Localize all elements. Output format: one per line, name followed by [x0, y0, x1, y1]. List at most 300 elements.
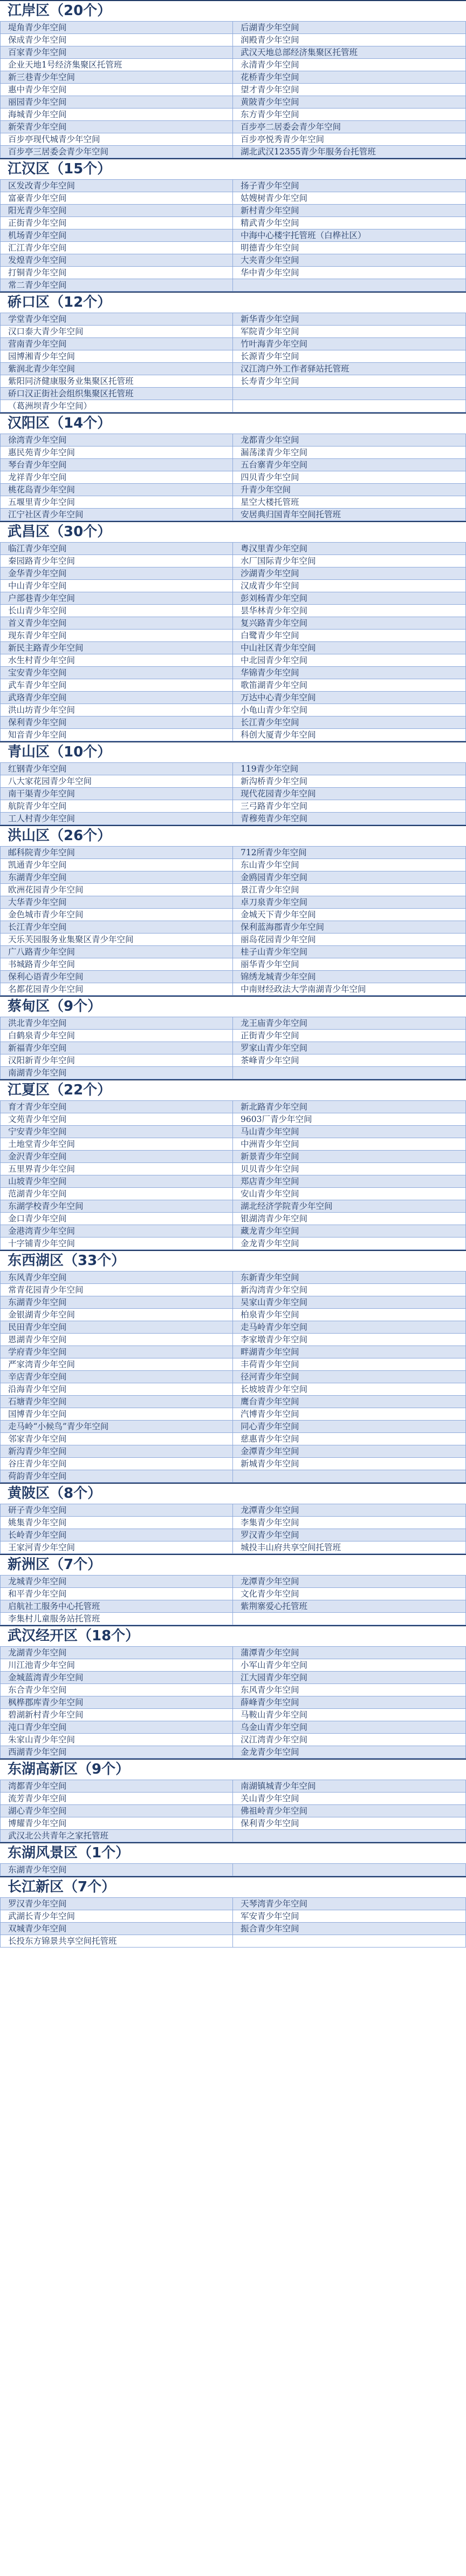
space-name-left: 沿海青少年空间 — [1, 1383, 233, 1395]
space-name-right: 罗家山青少年空间 — [241, 1043, 308, 1053]
table-row — [1, 896, 465, 909]
space-name-left: 土地堂青少年空间 — [1, 1138, 233, 1150]
table-row — [1, 1746, 465, 1759]
space-name-right: 新城青少年空间 — [241, 1459, 299, 1469]
space-name-left: 川江池青少年空间 — [1, 1659, 233, 1671]
space-name-right: 藏龙青少年空间 — [241, 1226, 299, 1236]
space-name-left: 硚口汉正街社会组织集聚区托管班 — [1, 388, 233, 400]
table-row — [1, 971, 465, 983]
table-row — [1, 1684, 465, 1696]
table-row — [1, 1529, 465, 1541]
table-row — [1, 375, 465, 388]
table-row — [1, 1358, 465, 1371]
table-row — [1, 1151, 465, 1163]
district-heading — [0, 1250, 466, 1272]
table-row — [1, 592, 465, 605]
space-name-right: 丰荷青少年空间 — [241, 1360, 299, 1369]
district-heading — [0, 521, 466, 543]
table-row — [1, 1126, 465, 1138]
table-row — [1, 229, 465, 242]
space-name-right: 长江青少年空间 — [241, 718, 299, 727]
space-name-left: 常二青少年空间 — [1, 279, 233, 291]
table-row — [1, 1588, 465, 1600]
table-row — [1, 642, 465, 654]
space-name-left: 新沟青少年空间 — [1, 1445, 233, 1457]
table-row — [1, 254, 465, 267]
space-name-left: 长江青少年空间 — [1, 921, 233, 933]
table-row — [1, 1659, 465, 1672]
table-row — [1, 71, 465, 84]
space-name-left: 金银湖青少年空间 — [1, 1309, 233, 1321]
space-name-right: 金龙青少年空间 — [241, 1239, 299, 1248]
space-name-right: 沙湖青少年空间 — [241, 569, 299, 578]
space-name-right: 丽岛花园青少年空间 — [241, 935, 316, 944]
space-name-left: 东湖青少年空间 — [1, 1296, 233, 1308]
district-section — [0, 1625, 466, 1759]
space-name-right: 佛祖岭青少年空间 — [241, 1806, 308, 1816]
table-row — [1, 133, 465, 146]
space-name-left: 武汉北公共青年之家托管班 — [1, 1830, 233, 1842]
space-name-left: 范湖青少年空间 — [1, 1188, 233, 1200]
table-row — [1, 363, 465, 375]
table-row — [1, 109, 465, 121]
space-table — [0, 1647, 466, 1759]
space-name-right: 银湖湾青少年空间 — [241, 1214, 308, 1223]
district-heading — [0, 413, 466, 434]
space-name-right: 慈惠青少年空间 — [241, 1434, 299, 1444]
space-name-left: 东合青少年空间 — [1, 1684, 233, 1696]
space-name-right: 新华青少年空间 — [241, 314, 299, 324]
space-name-right: 薛峰青少年空间 — [241, 1698, 299, 1707]
space-table — [0, 1272, 466, 1483]
space-name-left: 武湖长青少年空间 — [1, 1910, 233, 1922]
table-row — [1, 1272, 465, 1284]
district-title: 硚口区（12个） — [8, 294, 112, 310]
space-name-right — [233, 1470, 465, 1482]
space-name-right: 五台寨青少年空间 — [241, 460, 308, 470]
space-name-left: 知音青少年空间 — [1, 729, 233, 741]
space-name-right: 花桥青少年空间 — [241, 72, 299, 82]
space-name-right: 新沟湾青少年空间 — [241, 1285, 308, 1295]
table-row — [1, 1433, 465, 1445]
space-name-right: 东新青少年空间 — [241, 1273, 299, 1282]
table-row — [1, 192, 465, 205]
space-name-left: 丽园青少年空间 — [1, 96, 233, 108]
space-name-right: 三弓路青少年空间 — [241, 801, 308, 811]
space-name-right: 径河青少年空间 — [241, 1372, 299, 1382]
space-name-left: 江宁社区青少年空间 — [1, 509, 233, 520]
space-name-right: 关山青少年空间 — [241, 1794, 299, 1803]
table-row — [1, 471, 465, 484]
space-name-right: 明德青少年空间 — [241, 243, 299, 253]
space-name-left: 航院青少年空间 — [1, 800, 233, 812]
space-name-left: 王家河青少年空间 — [1, 1541, 233, 1553]
table-row — [1, 1188, 465, 1200]
table-row — [1, 1672, 465, 1684]
space-name-left: 枫桦郡库青少年空间 — [1, 1696, 233, 1708]
space-name-left: 堤角青少年空间 — [1, 22, 233, 33]
table-row — [1, 1470, 465, 1483]
space-name-right: 中南财经政法大学南湖青少年空间 — [241, 984, 366, 994]
space-name-left: 李集村儿童服务站托管班 — [1, 1613, 233, 1625]
space-name-right: 湖北经济学院青少年空间 — [241, 1201, 333, 1211]
space-name-right: 柏泉青少年空间 — [241, 1310, 299, 1320]
district-heading — [0, 1079, 466, 1101]
space-name-left: 金城蓝湾青少年空间 — [1, 1672, 233, 1683]
district-heading — [0, 1554, 466, 1576]
district-section — [0, 1554, 466, 1625]
space-name-left: 朱家山青少年空间 — [1, 1734, 233, 1746]
space-name-right: 四贝青少年空间 — [241, 472, 299, 482]
space-name-left: 百家青少年空间 — [1, 46, 233, 58]
space-name-right: 精武青少年空间 — [241, 218, 299, 228]
table-row — [1, 617, 465, 630]
table-row — [1, 1200, 465, 1213]
space-name-right: 安居典归国青年空间托管班 — [241, 510, 341, 519]
district-title: 长江新区（7个） — [8, 1879, 116, 1895]
district-section — [0, 825, 466, 996]
space-name-right: 水厂国际青少年空间 — [241, 556, 316, 566]
table-row — [1, 279, 465, 292]
district-section — [0, 521, 466, 741]
space-name-right: 乌金山青少年空间 — [241, 1722, 308, 1732]
space-name-right: 中山社区青少年空间 — [241, 643, 316, 653]
space-name-left: 走马岭“小候鸟”青少年空间 — [1, 1421, 233, 1432]
space-name-left: 西湖青少年空间 — [1, 1746, 233, 1758]
space-name-right: 小龟山青少年空间 — [241, 705, 308, 715]
space-name-left: 龙湖青少年空间 — [1, 1647, 233, 1659]
space-name-left: 五堰里青少年空间 — [1, 496, 233, 508]
table-row — [1, 1780, 465, 1793]
space-name-left: 宝安青少年空间 — [1, 667, 233, 679]
space-name-right: 汉江湾青少年空间 — [241, 1735, 308, 1745]
space-name-right — [233, 1067, 465, 1079]
space-name-right — [233, 279, 465, 291]
space-name-left: 南干渠青少年空间 — [1, 788, 233, 800]
table-row — [1, 1396, 465, 1408]
table-row — [1, 1504, 465, 1517]
space-name-left: 严家湾青少年空间 — [1, 1358, 233, 1370]
space-name-right: 军安青少年空间 — [241, 1911, 299, 1921]
space-name-right — [233, 388, 465, 400]
space-name-right: 金鸥园青少年空间 — [241, 873, 308, 882]
district-heading — [0, 1876, 466, 1898]
space-name-right: 龙潭青少年空间 — [241, 1577, 299, 1586]
space-name-right: 安山青少年空间 — [241, 1189, 299, 1199]
space-name-left: 湾都青少年空间 — [1, 1780, 233, 1792]
district-title: 江夏区（22个） — [8, 1082, 112, 1098]
space-name-right: 紫荆寨爱心托管班 — [241, 1601, 308, 1611]
table-row — [1, 326, 465, 338]
table-row — [1, 580, 465, 592]
space-name-left: 园博湘青少年空间 — [1, 350, 233, 362]
space-name-left: 发煌青少年空间 — [1, 254, 233, 266]
table-row — [1, 1321, 465, 1334]
space-name-left: 东风青少年空间 — [1, 1272, 233, 1283]
table-row — [1, 484, 465, 496]
space-name-left: 荷韵青少年空间 — [1, 1470, 233, 1482]
table-row — [1, 800, 465, 813]
table-row — [1, 146, 465, 158]
space-name-left: 山坡青少年空间 — [1, 1175, 233, 1187]
table-row — [1, 1613, 465, 1625]
space-name-left: 惠民苑青少年空间 — [1, 447, 233, 458]
district-title: 东西湖区（33个） — [8, 1253, 126, 1269]
space-name-right — [233, 1830, 465, 1842]
space-name-left: 徐湾青少年空间 — [1, 434, 233, 446]
space-name-right: 李家墩青少年空间 — [241, 1335, 308, 1344]
space-name-right: 东风青少年空间 — [241, 1685, 299, 1695]
district-section — [0, 413, 466, 521]
space-name-right: 汉成青少年空间 — [241, 581, 299, 591]
table-row — [1, 555, 465, 567]
space-name-right: 姑嫂树青少年空间 — [241, 193, 308, 203]
space-name-left: 民田青少年空间 — [1, 1321, 233, 1333]
space-name-left: 凯通青少年空间 — [1, 859, 233, 871]
district-heading — [0, 1759, 466, 1780]
space-name-left: 紫润北青少年空间 — [1, 363, 233, 375]
space-name-right — [233, 1864, 465, 1876]
space-name-right: 文化青少年空间 — [241, 1589, 299, 1599]
space-name-left: 水生村青少年空间 — [1, 654, 233, 666]
space-name-right: 漏荡漾青少年空间 — [241, 448, 308, 457]
table-row — [1, 1923, 465, 1935]
space-name-left: 南湖青少年空间 — [1, 1067, 233, 1079]
space-name-right: 百步亭二居委会青少年空间 — [241, 122, 341, 132]
space-name-left: 新荣青少年空间 — [1, 121, 233, 133]
table-row — [1, 847, 465, 859]
space-name-right: 金城天下青少年空间 — [241, 910, 316, 919]
space-name-left: 欧洲花园青少年空间 — [1, 884, 233, 896]
table-row — [1, 1225, 465, 1238]
space-name-left: 琴台青少年空间 — [1, 459, 233, 471]
table-row — [1, 1017, 465, 1030]
space-name-right: 茶峰青少年空间 — [241, 1056, 299, 1065]
space-name-left: 阳光青少年空间 — [1, 205, 233, 217]
table-row — [1, 180, 465, 192]
space-name-left: 广八路青少年空间 — [1, 946, 233, 958]
space-name-right: 鹰台青少年空间 — [241, 1397, 299, 1407]
table-row — [1, 267, 465, 279]
table-row — [1, 946, 465, 958]
space-name-left: 新福青少年空间 — [1, 1042, 233, 1054]
space-name-left: 名都花园青少年空间 — [1, 983, 233, 995]
space-name-left: 首义青少年空间 — [1, 617, 233, 629]
district-section — [0, 158, 466, 292]
district-heading — [0, 1483, 466, 1504]
space-table — [0, 1898, 466, 1948]
space-name-left: 富豪青少年空间 — [1, 192, 233, 204]
space-name-right — [233, 1613, 465, 1625]
table-row — [1, 921, 465, 934]
space-name-left: 流芳青少年空间 — [1, 1793, 233, 1804]
space-name-right: 彭刘杨青少年空间 — [241, 593, 308, 603]
table-row — [1, 934, 465, 946]
space-name-right — [233, 400, 465, 412]
table-row — [1, 1309, 465, 1321]
space-name-left: 营南青少年空间 — [1, 338, 233, 350]
district-section — [0, 1250, 466, 1483]
space-name-right: 卓刀泉青少年空间 — [241, 897, 308, 907]
table-row — [1, 543, 465, 555]
space-name-left: 海城青少年空间 — [1, 109, 233, 120]
table-row — [1, 1296, 465, 1309]
district-title: 黄陂区（8个） — [8, 1485, 102, 1502]
table-row — [1, 1421, 465, 1433]
space-name-left: 学堂青少年空间 — [1, 313, 233, 325]
space-name-right: 湖北武汉12355青少年服务台托管班 — [241, 147, 376, 157]
space-name-left: 邮科院青少年空间 — [1, 847, 233, 858]
space-name-left: 洪山坊青少年空间 — [1, 704, 233, 716]
space-name-right: 长坡坡青少年空间 — [241, 1384, 308, 1394]
table-row — [1, 567, 465, 580]
table-row — [1, 859, 465, 871]
space-name-left: 洪北青少年空间 — [1, 1017, 233, 1029]
space-name-right: 永清青少年空间 — [241, 60, 299, 70]
table-row — [1, 729, 465, 741]
space-name-right: 新景青少年空间 — [241, 1152, 299, 1161]
district-title: 东湖风景区（1个） — [8, 1845, 130, 1861]
table-row — [1, 630, 465, 642]
table-row — [1, 217, 465, 229]
space-name-left: 桃花岛青少年空间 — [1, 484, 233, 496]
table-row — [1, 84, 465, 96]
table-row — [1, 459, 465, 471]
space-name-left: 碧湖新村青少年空间 — [1, 1709, 233, 1721]
space-name-left: 八大家花园青少年空间 — [1, 775, 233, 787]
space-name-right: 粤汉里青少年空间 — [241, 544, 308, 553]
space-name-right: 走马岭青少年空间 — [241, 1322, 308, 1332]
space-name-left: 保利心语青少年空间 — [1, 971, 233, 983]
space-name-left: 研子青少年空间 — [1, 1504, 233, 1516]
space-table — [0, 1576, 466, 1625]
space-name-right: 东方青少年空间 — [241, 110, 299, 119]
space-name-left: 学府青少年空间 — [1, 1346, 233, 1358]
space-name-left: 十字铺青少年空间 — [1, 1238, 233, 1249]
space-name-left: 育才青少年空间 — [1, 1101, 233, 1113]
space-name-right: 新沟桥青少年空间 — [241, 776, 308, 786]
space-name-right: 龙都青少年空间 — [241, 435, 299, 445]
table-row — [1, 350, 465, 363]
space-name-right: 金潭青少年空间 — [241, 1446, 299, 1456]
space-name-right: 锦绣龙城青少年空间 — [241, 972, 316, 982]
space-name-left: 汉口泰大青少年空间 — [1, 326, 233, 337]
space-table — [0, 22, 466, 158]
space-name-left: 长岭青少年空间 — [1, 1529, 233, 1541]
space-name-left: 龙城青少年空间 — [1, 1576, 233, 1587]
space-name-left: 长山青少年空间 — [1, 605, 233, 617]
space-name-left: 宁安青少年空间 — [1, 1126, 233, 1138]
space-name-right: 小军山青少年空间 — [241, 1660, 308, 1670]
space-name-right: 正街青少年空间 — [241, 1031, 299, 1040]
space-name-left: 新三巷青少年空间 — [1, 71, 233, 83]
space-name-right: 吴家山青少年空间 — [241, 1297, 308, 1307]
space-name-right: 润殿青少年空间 — [241, 35, 299, 45]
space-name-left: 百步亭现代城青少年空间 — [1, 133, 233, 145]
space-name-right: 竹叶海青少年空间 — [241, 339, 308, 349]
table-row — [1, 1054, 465, 1067]
space-name-left: 紫阳同济健康服务业集聚区托管班 — [1, 375, 233, 387]
table-row — [1, 1213, 465, 1225]
table-row — [1, 1935, 465, 1948]
space-name-left: 姚集青少年空间 — [1, 1517, 233, 1529]
district-title: 新洲区（7个） — [8, 1557, 102, 1573]
space-table — [0, 1101, 466, 1250]
table-row — [1, 1042, 465, 1054]
table-row — [1, 1408, 465, 1421]
table-row — [1, 958, 465, 971]
table-row — [1, 1793, 465, 1805]
space-name-right: 东山青少年空间 — [241, 860, 299, 870]
space-name-left: 启航社工服务中心托管班 — [1, 1600, 233, 1612]
table-row — [1, 1898, 465, 1910]
space-name-left: 汇江青少年空间 — [1, 242, 233, 254]
table-row — [1, 1600, 465, 1613]
space-name-right: 天琴湾青少年空间 — [241, 1899, 308, 1909]
table-row — [1, 704, 465, 716]
space-name-left: 企业天地1号经济集聚区托管班 — [1, 59, 233, 71]
district-section — [0, 1842, 466, 1876]
district-heading — [0, 158, 466, 180]
district-heading — [0, 741, 466, 763]
space-name-left: 五里界青少年空间 — [1, 1163, 233, 1175]
space-table — [0, 1780, 466, 1842]
space-table — [0, 847, 466, 996]
space-name-right: 复兴路青少年空间 — [241, 618, 308, 628]
space-name-right: 后湖青少年空间 — [241, 23, 299, 32]
table-row — [1, 1238, 465, 1250]
space-name-right: 歌笛湖青少年空间 — [241, 680, 308, 690]
table-row — [1, 871, 465, 884]
space-name-right: 科创大厦青少年空间 — [241, 730, 316, 740]
space-name-right: 江大园青少年空间 — [241, 1673, 308, 1682]
table-row — [1, 679, 465, 692]
district-section — [0, 741, 466, 825]
district-section — [0, 1759, 466, 1842]
table-row — [1, 1830, 465, 1842]
space-name-right: 军院青少年空间 — [241, 327, 299, 336]
table-row — [1, 1163, 465, 1175]
space-name-left: 双城青少年空间 — [1, 1923, 233, 1935]
space-name-right: 望才青少年空间 — [241, 85, 299, 94]
space-name-right: 南湖镇城青少年空间 — [241, 1781, 316, 1791]
space-name-right: 畔湖青少年空间 — [241, 1347, 299, 1357]
table-row — [1, 1576, 465, 1588]
space-name-right: 保利青少年空间 — [241, 1818, 299, 1828]
space-name-left: 金港湾青少年空间 — [1, 1225, 233, 1237]
space-name-right: 712所青少年空间 — [241, 848, 307, 857]
district-title: 江岸区（20个） — [8, 3, 112, 19]
space-name-left: 长投东方锦景共享空间托管班 — [1, 1935, 233, 1947]
table-row — [1, 605, 465, 617]
space-name-right: 金龙青少年空间 — [241, 1747, 299, 1757]
space-name-left: 现东青少年空间 — [1, 630, 233, 641]
space-name-right: 现代花园青少年空间 — [241, 789, 316, 799]
space-name-right: 中洲青少年空间 — [241, 1139, 299, 1149]
table-row — [1, 1910, 465, 1923]
district-section — [0, 1483, 466, 1554]
table-row — [1, 775, 465, 788]
space-name-left: 中山青少年空间 — [1, 580, 233, 592]
table-row — [1, 22, 465, 34]
district-section — [0, 1876, 466, 1948]
space-table — [0, 313, 466, 413]
table-row — [1, 338, 465, 350]
space-name-right: 白鹭青少年空间 — [241, 631, 299, 640]
space-table — [0, 180, 466, 292]
district-title: 汉阳区（14个） — [8, 415, 112, 431]
district-heading — [0, 0, 466, 22]
